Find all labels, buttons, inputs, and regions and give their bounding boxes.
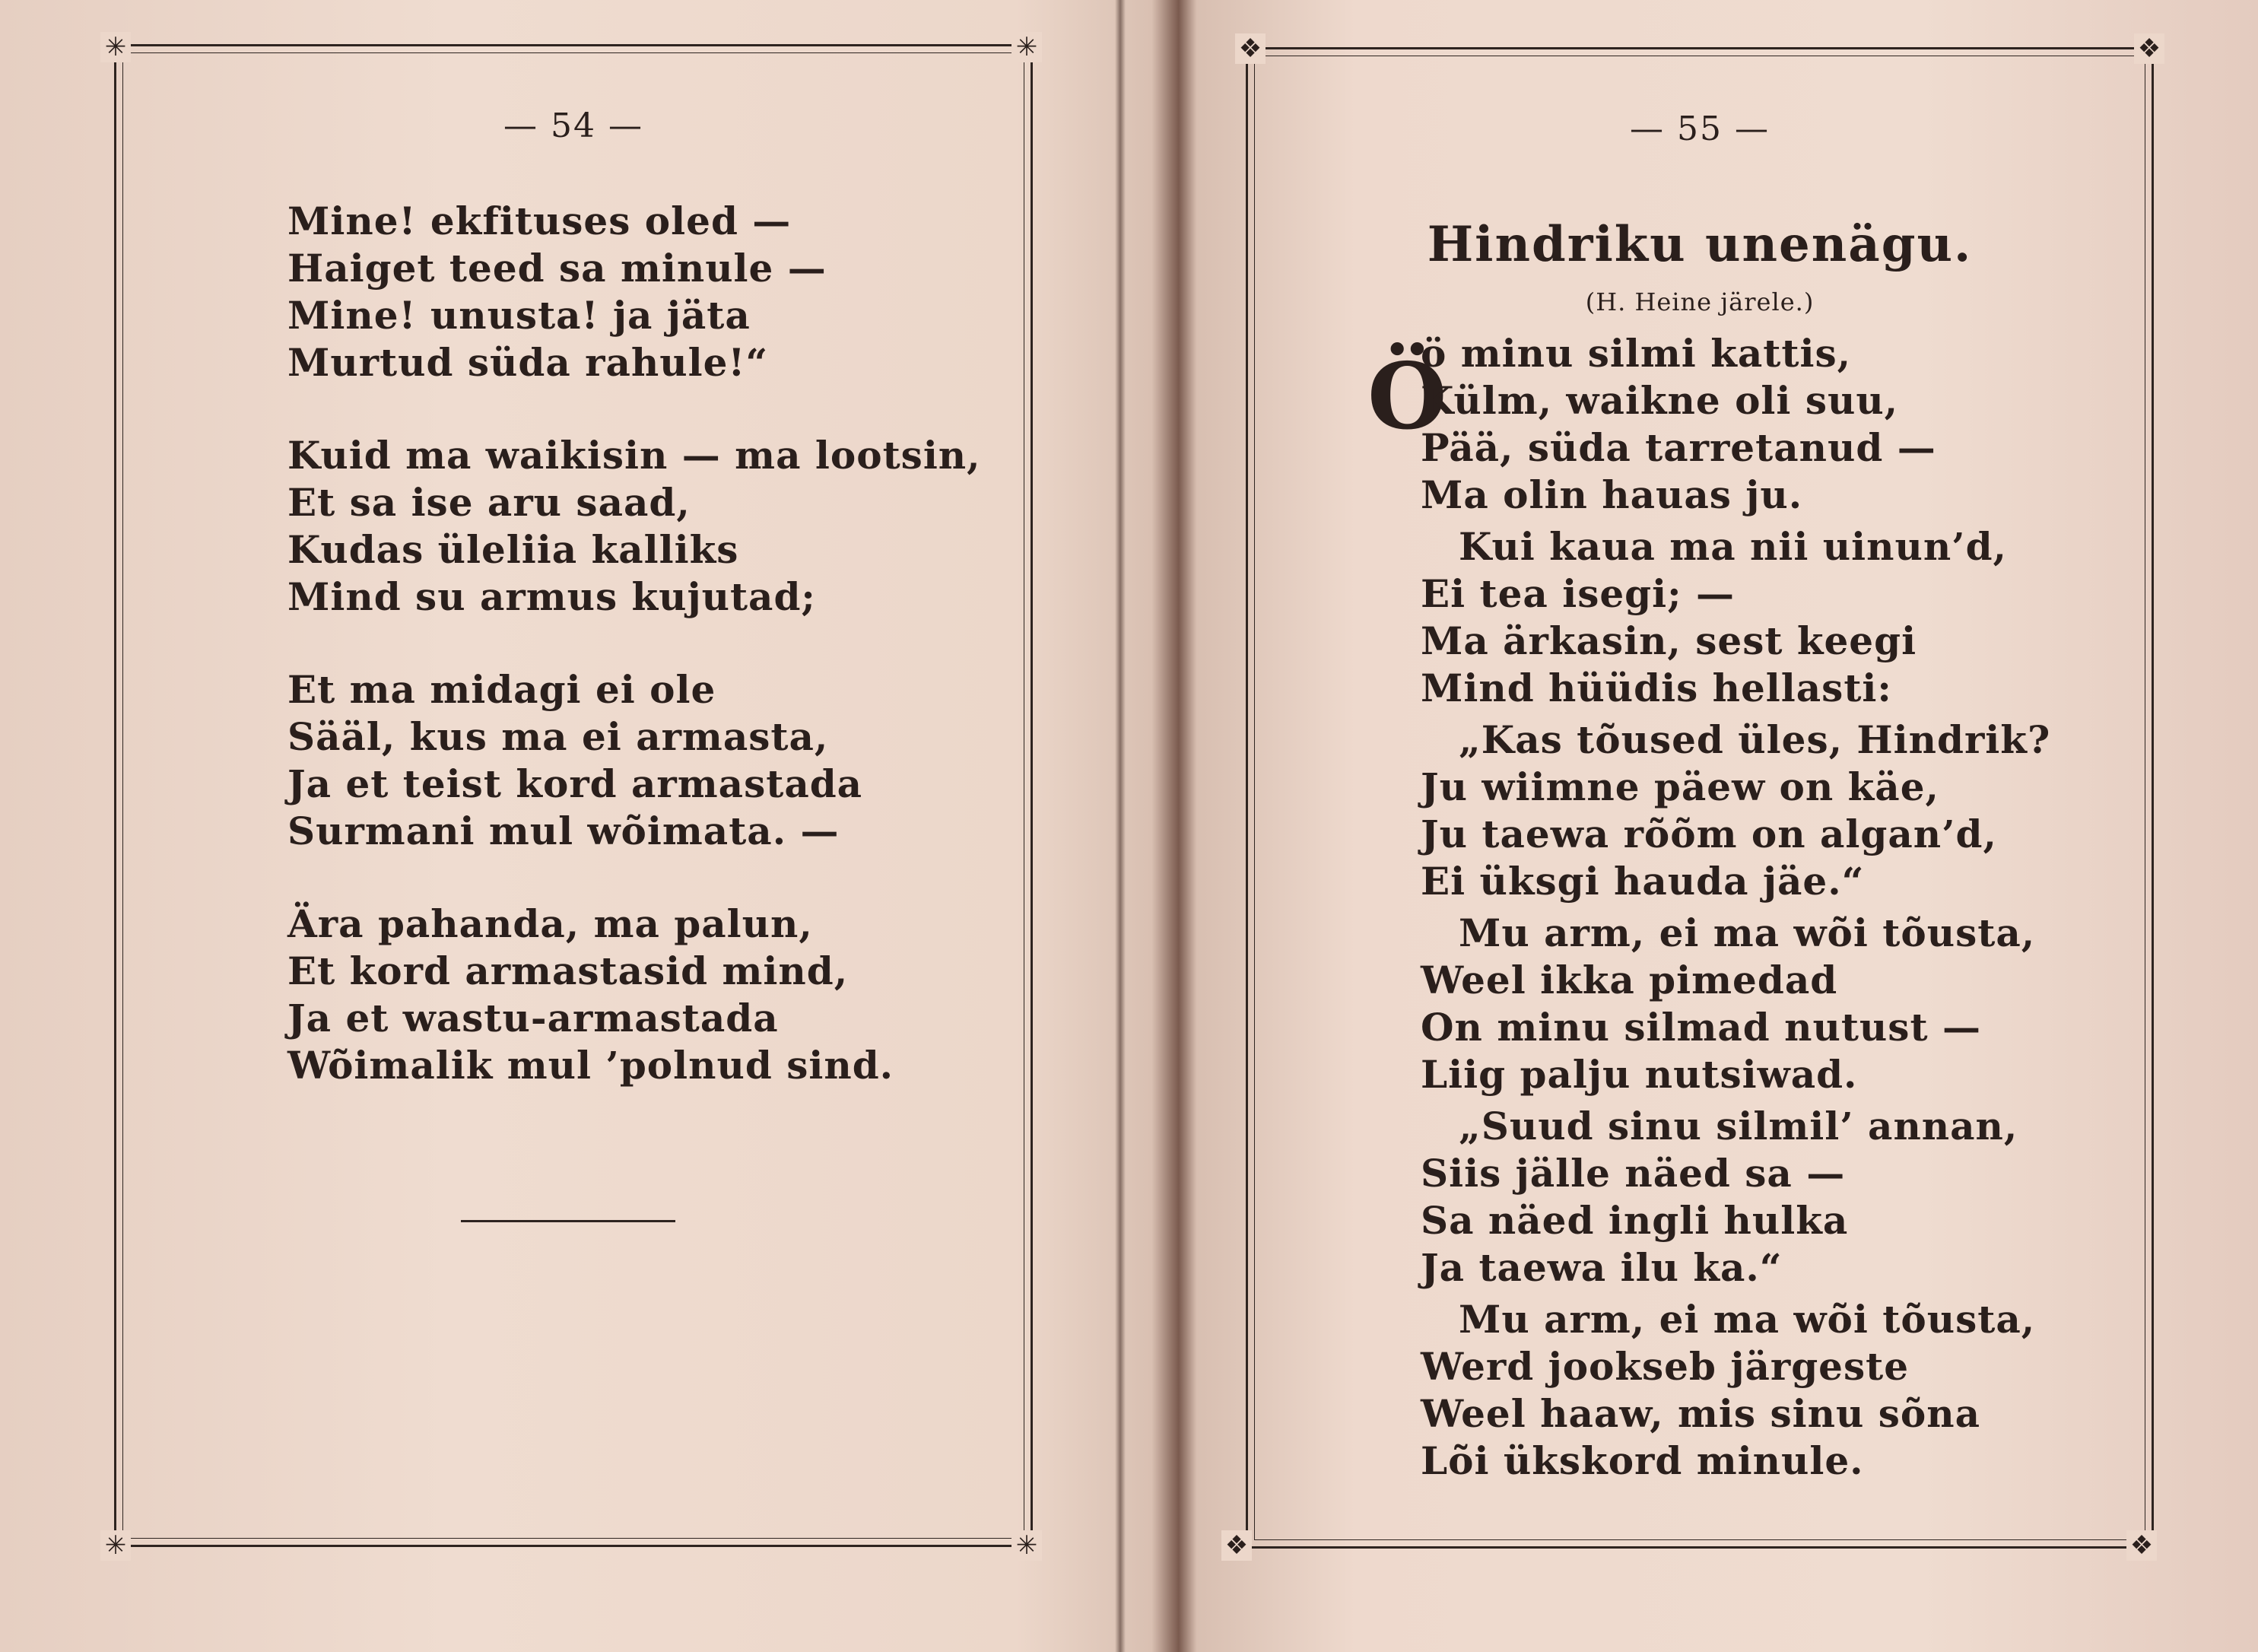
stanza — [287, 666, 981, 855]
verse-line: Külm, waikne oli suu, — [1421, 378, 1899, 423]
verse-line: Ära pahanda, ma palun, — [287, 901, 813, 946]
verse-line: Werd jookseb järgeste — [1421, 1344, 1910, 1389]
left-page — [114, 44, 1033, 1547]
verse-line: Kudas üleliia kalliks — [287, 527, 739, 572]
poem-title: Hindriku unenägu. — [1427, 216, 1973, 273]
verse-line: Et sa ise aru saad, — [287, 480, 691, 525]
verse-line: Kui kaua ma nii uinun’d, — [1459, 524, 2007, 569]
verse-line: Lõi ükskord minule. — [1421, 1438, 1864, 1483]
stanza — [287, 198, 981, 386]
verse-line: Sääl, kus ma ei armasta, — [287, 714, 829, 759]
verse-line: Ja taewa ilu ka.“ — [1421, 1245, 1783, 1290]
ornament-corner-icon: ✳ — [1011, 32, 1042, 62]
verse-line: Ei tea isegi; — — [1421, 571, 1735, 616]
end-of-poem-rule — [461, 1220, 675, 1222]
verse-line: Weel haaw, mis sinu sõna — [1421, 1391, 1980, 1436]
verse-line: Mine! ekfituses oled — — [287, 199, 792, 243]
verse-line: „Suud sinu silmil’ annan, — [1459, 1104, 2018, 1148]
page-number: — 54 — — [503, 106, 643, 145]
verse-line: Ei üksgi hauda jäe.“ — [1421, 859, 1865, 904]
stanza — [1421, 1296, 2050, 1485]
ornament-corner-icon: ❖ — [1235, 33, 1266, 64]
ornament-corner-icon: ❖ — [2126, 1530, 2157, 1561]
ornament-corner-icon: ❖ — [2134, 33, 2164, 64]
verse-line: ö minu silmi kattis, — [1421, 331, 1851, 376]
verse-line: Ma olin hauas ju. — [1421, 472, 1803, 517]
verse-line: Siis jälle näed sa — — [1421, 1151, 1846, 1196]
book-gutter — [1115, 0, 1126, 1652]
stanza — [1421, 910, 2050, 1098]
drop-cap: Ö — [1367, 343, 1447, 450]
stanza — [287, 901, 981, 1089]
ornament-corner-icon: ✳ — [100, 32, 131, 62]
verse-line: Mind hüüdis hellasti: — [1421, 666, 1892, 710]
verse-line: On minu silmad nutust — — [1421, 1005, 1981, 1050]
ornament-corner-icon: ❖ — [1221, 1530, 1252, 1561]
right-page — [1246, 47, 2154, 1549]
poem-subtitle: (H. Heine järele.) — [1585, 288, 1815, 316]
stanza — [1421, 523, 2050, 712]
verse-line: Wõimalik mul ’polnud sind. — [287, 1043, 894, 1088]
poem-body — [1421, 330, 2050, 1489]
verse-line: Murtud süda rahule!“ — [287, 340, 769, 385]
verse-line: „Kas tõused üles, Hindrik? — [1459, 717, 2051, 762]
page-number: — 55 — — [1630, 110, 1770, 148]
verse-line: Ju taewa rõõm on algan’d, — [1421, 812, 1997, 856]
verse-line: Sa näed ingli hulka — [1421, 1198, 1849, 1243]
ornament-corner-icon: ✳ — [1011, 1530, 1042, 1561]
verse-line: Kuid ma waikisin — ma lootsin, — [287, 433, 981, 478]
stanza — [1421, 1103, 2050, 1291]
verse-line: Et ma midagi ei ole — [287, 667, 716, 712]
verse-line: Pää, süda tarretanud — — [1421, 425, 1936, 470]
verse-line: Ju wiimne päew on käe, — [1421, 764, 1939, 809]
stanza — [287, 432, 981, 621]
verse-line: Mine! unusta! ja jäta — [287, 293, 751, 338]
poem-body — [287, 198, 981, 1135]
stanza — [1421, 716, 2050, 905]
verse-line: Mind su armus kujutad; — [287, 574, 816, 619]
verse-line: Liig palju nutsiwad. — [1421, 1052, 1858, 1097]
verse-line: Ja et wastu-armastada — [287, 996, 779, 1040]
verse-line: Mu arm, ei ma wõi tõusta, — [1459, 1297, 2036, 1342]
verse-line: Ja et teist kord armastada — [287, 761, 863, 806]
verse-line: Et kord armastasid mind, — [287, 948, 849, 993]
verse-line: Surmani mul wõimata. — — [287, 809, 840, 853]
verse-line: Weel ikka pimedad — [1421, 958, 1838, 1002]
verse-line: Haiget teed sa minule — — [287, 246, 827, 291]
stanza — [1421, 330, 2050, 519]
ornament-corner-icon: ✳ — [100, 1530, 131, 1561]
verse-line: Ma ärkasin, sest keegi — [1421, 618, 1917, 663]
verse-line: Mu arm, ei ma wõi tõusta, — [1459, 910, 2036, 955]
